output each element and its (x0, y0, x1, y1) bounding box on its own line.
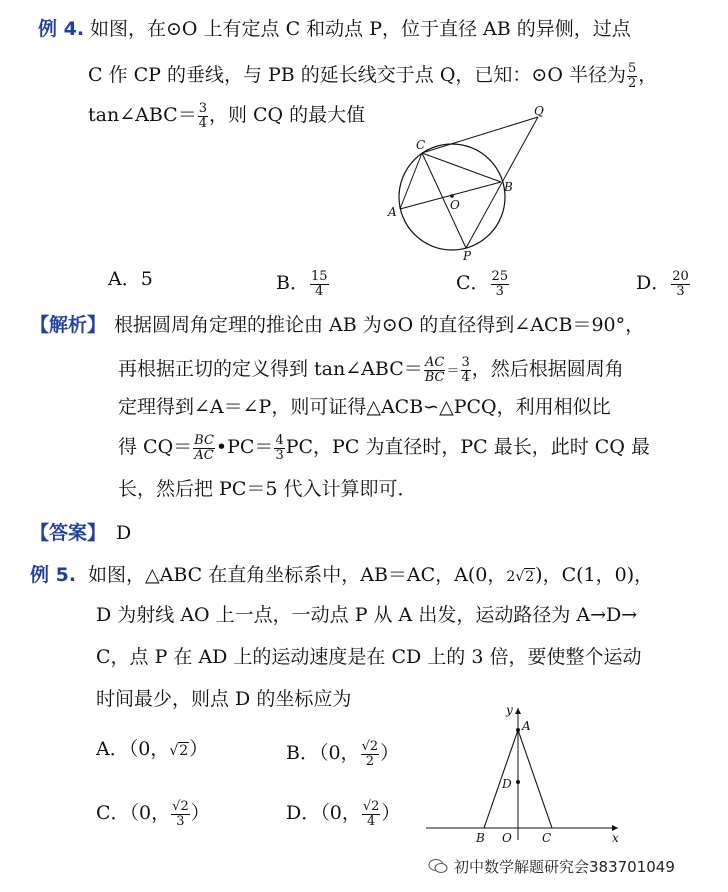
ex5-option-a-end: ） (189, 738, 209, 760)
ex5-option-d-num: 2 (371, 799, 380, 814)
ex5-option-b-label: B．（0， (286, 742, 360, 765)
label-c: C (416, 138, 426, 152)
option-d-den: 3 (676, 283, 685, 299)
analysis-line4-c: PC，PC 为直径时，PC 最长，此时 CQ 最 (285, 436, 650, 459)
ex5-option-c-num: 2 (180, 799, 189, 814)
option-c (456, 270, 510, 298)
ex5-option-d: D．（0， $\frac{√2}{4}$ ） (286, 799, 401, 829)
ex5-option-d-den: 4 (366, 813, 376, 829)
example-5-line1-b: )，C(1，0)， (535, 564, 654, 586)
sqrt-a-rad: 2 (525, 569, 535, 585)
label-p: P (463, 249, 472, 263)
option-c-num: 25 (491, 269, 509, 284)
option-b (276, 270, 330, 298)
wechat-icon (428, 858, 448, 877)
ex5-option-c-label: C．（0， (96, 802, 171, 825)
analysis-line2-a: 再根据正切的定义得到 tan∠ABC＝ (118, 358, 423, 381)
option-c-den: 3 (495, 283, 504, 299)
ex5-option-a: A．（0，√2） (96, 738, 209, 760)
label-q: Q (534, 105, 544, 118)
option-d-num: 20 (672, 269, 689, 284)
analysis-line2 (118, 356, 624, 384)
ex5-option-c-den: 3 (176, 813, 185, 829)
example-5-line1-a: 如图，△ABC 在直角坐标系中，AB＝AC，A(0， (88, 564, 507, 586)
analysis-line1: 根据圆周角定理的推论由 AB 为⊙O 的直径得到∠ACB＝90°， (114, 314, 645, 336)
label-o: O (450, 198, 460, 212)
frac-3: 3 (461, 355, 470, 370)
label-a5: A (522, 719, 531, 733)
ex5-option-a-rad: 2 (179, 743, 189, 759)
ex5-option-d-label: D．（0， (286, 802, 361, 825)
radius-num: 5 (627, 61, 637, 76)
ex5-option-a-label: A．（0， (96, 738, 170, 760)
segment-ac5 (518, 730, 552, 828)
frac-4: 4 (461, 369, 470, 385)
example-4-line1: 如图，在⊙O 上有定点 C 和动点 P，位于直径 AB 的异侧，过点 (90, 18, 631, 40)
segment-ca (400, 153, 422, 209)
label-x: x (612, 831, 619, 845)
segment-ab5 (484, 730, 518, 828)
option-d (636, 270, 691, 298)
sqrt-a-coef: 2 (506, 569, 516, 585)
tan-text: tan∠ABC＝ (88, 104, 197, 127)
question-text: ，则 CQ 的最大值 (208, 104, 366, 127)
frac2-3: 3 (275, 447, 284, 463)
label-a: A (388, 205, 397, 219)
option-b-den: 4 (315, 283, 324, 299)
ex5-option-b: B．（0， $\frac{√2}{2}$ ） (286, 739, 400, 769)
segment-cq (422, 117, 538, 153)
ex5-option-d-end: ） (381, 802, 401, 825)
option-c-label: C． (456, 272, 490, 295)
ex5-option-b-end: ） (380, 742, 400, 765)
analysis-line3: 定理得到∠A＝∠P，则可证得△ACB∽△PCQ，利用相似比 (118, 396, 611, 418)
line2-end: ， (638, 64, 658, 87)
example-5-line1 (88, 566, 653, 585)
option-d-label: D． (636, 272, 671, 295)
frac2-4: 4 (275, 433, 284, 448)
example-4-line3 (88, 102, 365, 130)
point-a (516, 728, 520, 732)
example-4-label: 例 4. (38, 18, 85, 40)
analysis-line2-b: ，然后根据圆周角 (471, 358, 624, 381)
analysis-eq: ＝ (446, 364, 460, 380)
analysis-line4-b: •PC＝ (215, 436, 274, 459)
coordinate-figure (422, 700, 632, 850)
label-o5: O (502, 831, 512, 845)
example-4-line2-text: C 作 CP 的垂线，与 PB 的延长线交于点 Q，已知：⊙O 半径为 (88, 64, 626, 87)
example-5-line2: D 为射线 AO 上一点，一动点 P 从 A 出发，运动路径为 A→D→ (96, 604, 638, 626)
point-d (516, 780, 520, 784)
frac2-bc: BC (194, 433, 214, 448)
example-5-line3: C，点 P 在 AD 上的运动速度是在 CD 上的 3 倍，要使整个运动 (96, 646, 642, 668)
label-b: B (504, 180, 513, 194)
ex5-option-b-num: 2 (369, 739, 379, 754)
example-4-line2 (88, 62, 657, 90)
tan-num: 3 (198, 101, 207, 116)
ex5-option-c: C．（0， $\frac{√2}{3}$ ） (96, 799, 210, 829)
analysis-line4 (118, 434, 650, 462)
sqrt-a: 2√2 (506, 569, 535, 585)
watermark-text: 初中数学解题研究会383701049 (454, 858, 675, 876)
segment-pq (466, 117, 538, 248)
option-b-label: B． (276, 272, 309, 295)
analysis-line5: 长，然后把 PC＝5 代入计算即可． (118, 478, 417, 500)
radius-den: 2 (627, 75, 637, 91)
example-5-label: 例 5. (30, 564, 77, 586)
answer-tag: 【答案】 (30, 522, 107, 544)
option-a: A．5 (108, 268, 153, 290)
radius-fraction (627, 62, 637, 90)
label-c5: C (542, 831, 552, 845)
frac-ac: AC (424, 355, 445, 370)
watermark (428, 858, 675, 877)
ex5-option-b-den: 2 (365, 753, 374, 769)
circle-figure (380, 105, 560, 265)
option-b-num: 15 (310, 269, 328, 284)
label-b5: B (476, 831, 485, 845)
tan-fraction (198, 102, 208, 130)
label-d5: D (502, 777, 512, 791)
analysis-line4-a: 得 CQ＝ (118, 436, 193, 459)
tan-den: 4 (198, 115, 207, 131)
ex5-option-c-end: ） (190, 802, 210, 825)
answer-value: D (116, 522, 132, 544)
label-y: y (506, 703, 513, 717)
frac2-ac: AC (194, 447, 214, 463)
frac-bc: BC (424, 369, 445, 385)
analysis-tag: 【解析】 (30, 314, 107, 336)
example-5-line4: 时间最少，则点 D 的坐标应为 (96, 688, 352, 710)
